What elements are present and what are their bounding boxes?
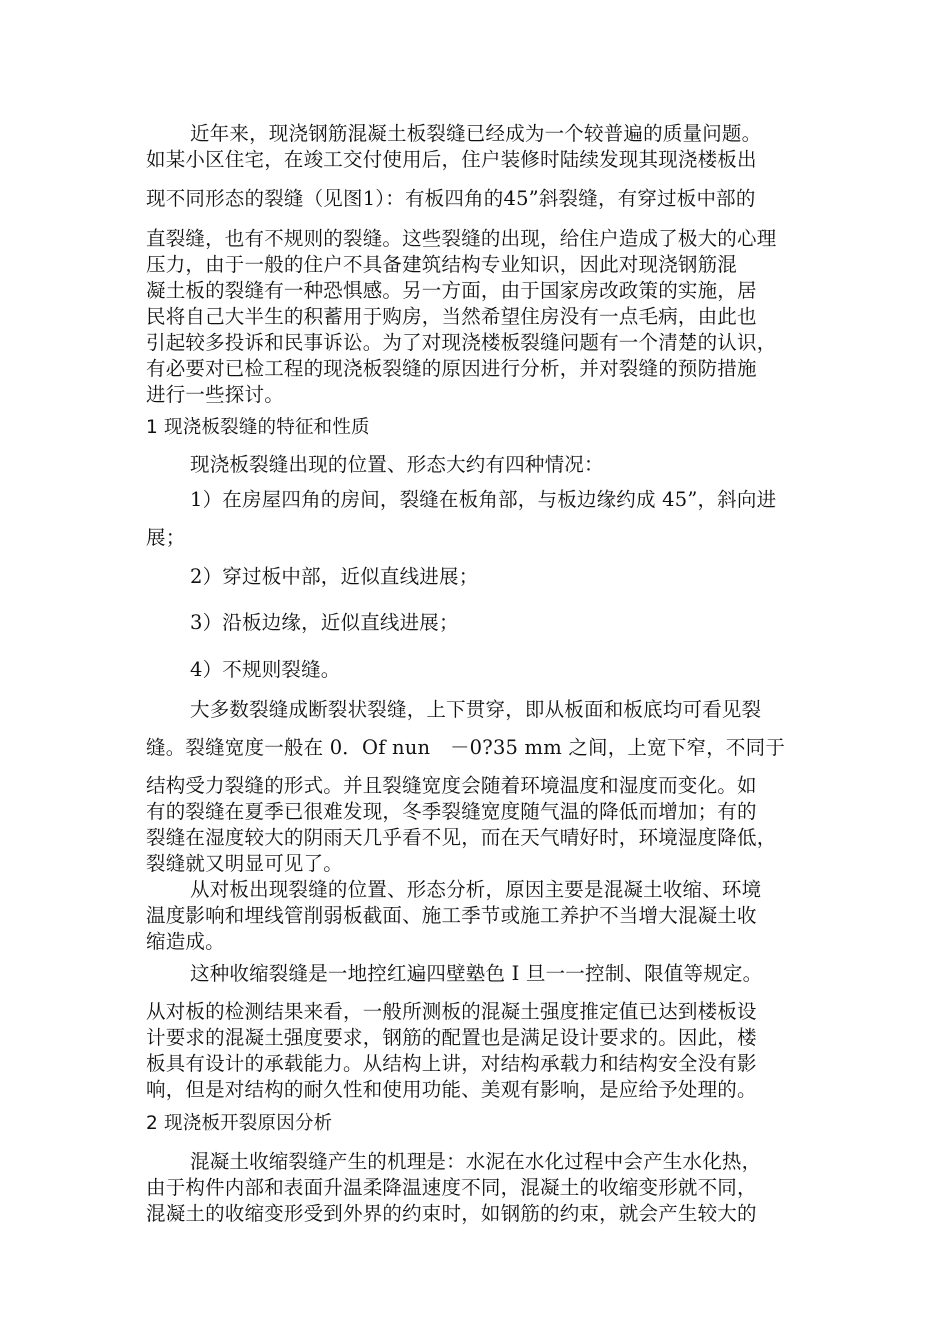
text-line: 展； xyxy=(146,526,186,549)
text-line: 大多数裂缝成断裂状裂缝，上下贯穿，即从板面和板底均可看见裂 xyxy=(190,698,762,721)
text-line: 缝。裂缝宽度一般在 0．Of nun －0?35 mm 之间，上宽下窄，不同于 xyxy=(146,736,786,759)
text-line: 有必要对已检工程的现浇板裂缝的原因进行分析，并对裂缝的预防措施 xyxy=(146,357,757,380)
text-line: 混凝土的收缩变形受到外界的约束时，如钢筋的约束，就会产生较大的 xyxy=(146,1202,757,1225)
text-line: 如某小区住宅，在竣工交付使用后，住户装修时陆续发现其现浇楼板出 xyxy=(146,148,757,171)
text-line: 响，但是对结构的耐久性和使用功能、美观有影响，是应给予处理的。 xyxy=(146,1078,757,1101)
text-line: 温度影响和埋线管削弱板截面、施工季节或施工养护不当增大混凝土收 xyxy=(146,904,757,927)
text-line: 现不同形态的裂缝（见图1）：有板四角的45”斜裂缝，有穿过板中部的 xyxy=(146,187,756,210)
text-line: 板具有设计的承载能力。从结构上讲，对结构承载力和结构安全没有影 xyxy=(146,1052,757,1075)
list-item: 3）沿板边缘，近似直线进展； xyxy=(190,611,459,634)
text-line: 裂缝在湿度较大的阴雨天几乎看不见，而在天气晴好时，环境湿度降低， xyxy=(146,826,777,849)
text-line: 近年来，现浇钢筋混凝土板裂缝已经成为一个较普遍的质量问题。 xyxy=(190,122,762,145)
text-line: 混凝土收缩裂缝产生的机理是：水泥在水化过程中会产生水化热， xyxy=(190,1150,762,1173)
text-line: 从对板的检测结果来看，一般所测板的混凝土强度推定值已达到楼板设 xyxy=(146,1000,757,1023)
text-line: 有的裂缝在夏季已很难发现，冬季裂缝宽度随气温的降低而增加；有的 xyxy=(146,800,757,823)
text-line: 这种收缩裂缝是一地控红遍四壁塾色 I 旦一一控制、限值等规定。 xyxy=(190,962,763,985)
text-line: 由于构件内部和表面升温柔降温速度不同，混凝土的收缩变形就不同， xyxy=(146,1176,757,1199)
text-line: 裂缝就又明显可见了。 xyxy=(146,852,344,875)
text-line: 缩造成。 xyxy=(146,930,225,953)
text-line: 结构受力裂缝的形式。并且裂缝宽度会随着环境温度和湿度而变化。如 xyxy=(146,774,757,797)
list-item: 2）穿过板中部，近似直线进展； xyxy=(190,565,479,588)
text-line: 直裂缝，也有不规则的裂缝。这些裂缝的出现，给住户造成了极大的心理 xyxy=(146,227,777,250)
text-line: 引起较多投诉和民事诉讼。为了对现浇楼板裂缝问题有一个清楚的认识， xyxy=(146,331,777,354)
list-item: 1）在房屋四角的房间，裂缝在板角部，与板边缘约成 45”，斜向进 xyxy=(190,488,777,511)
text-line: 进行一些探讨。 xyxy=(146,383,284,406)
text-line: 从对板出现裂缝的位置、形态分析，原因主要是混凝土收缩、环境 xyxy=(190,878,762,901)
text-line: 现浇板裂缝出现的位置、形态大约有四种情况： xyxy=(190,453,604,476)
text-line: 压力，由于一般的住户不具备建筑结构专业知识，因此对现浇钢筋混 xyxy=(146,253,738,276)
text-line: 计要求的混凝土强度要求，钢筋的配置也是满足设计要求的。因此，楼 xyxy=(146,1026,757,1049)
text-line: 凝土板的裂缝有一种恐惧感。另一方面，由于国家房改政策的实施，居 xyxy=(146,279,757,302)
section-heading: 1 现浇板裂缝的特征和性质 xyxy=(146,417,370,438)
text-line: 民将自己大半生的积蓄用于购房，当然希望住房没有一点毛病，由此也 xyxy=(146,305,757,328)
section-heading: 2 现浇板开裂原因分析 xyxy=(146,1113,333,1134)
list-item: 4）不规则裂缝。 xyxy=(190,658,341,681)
